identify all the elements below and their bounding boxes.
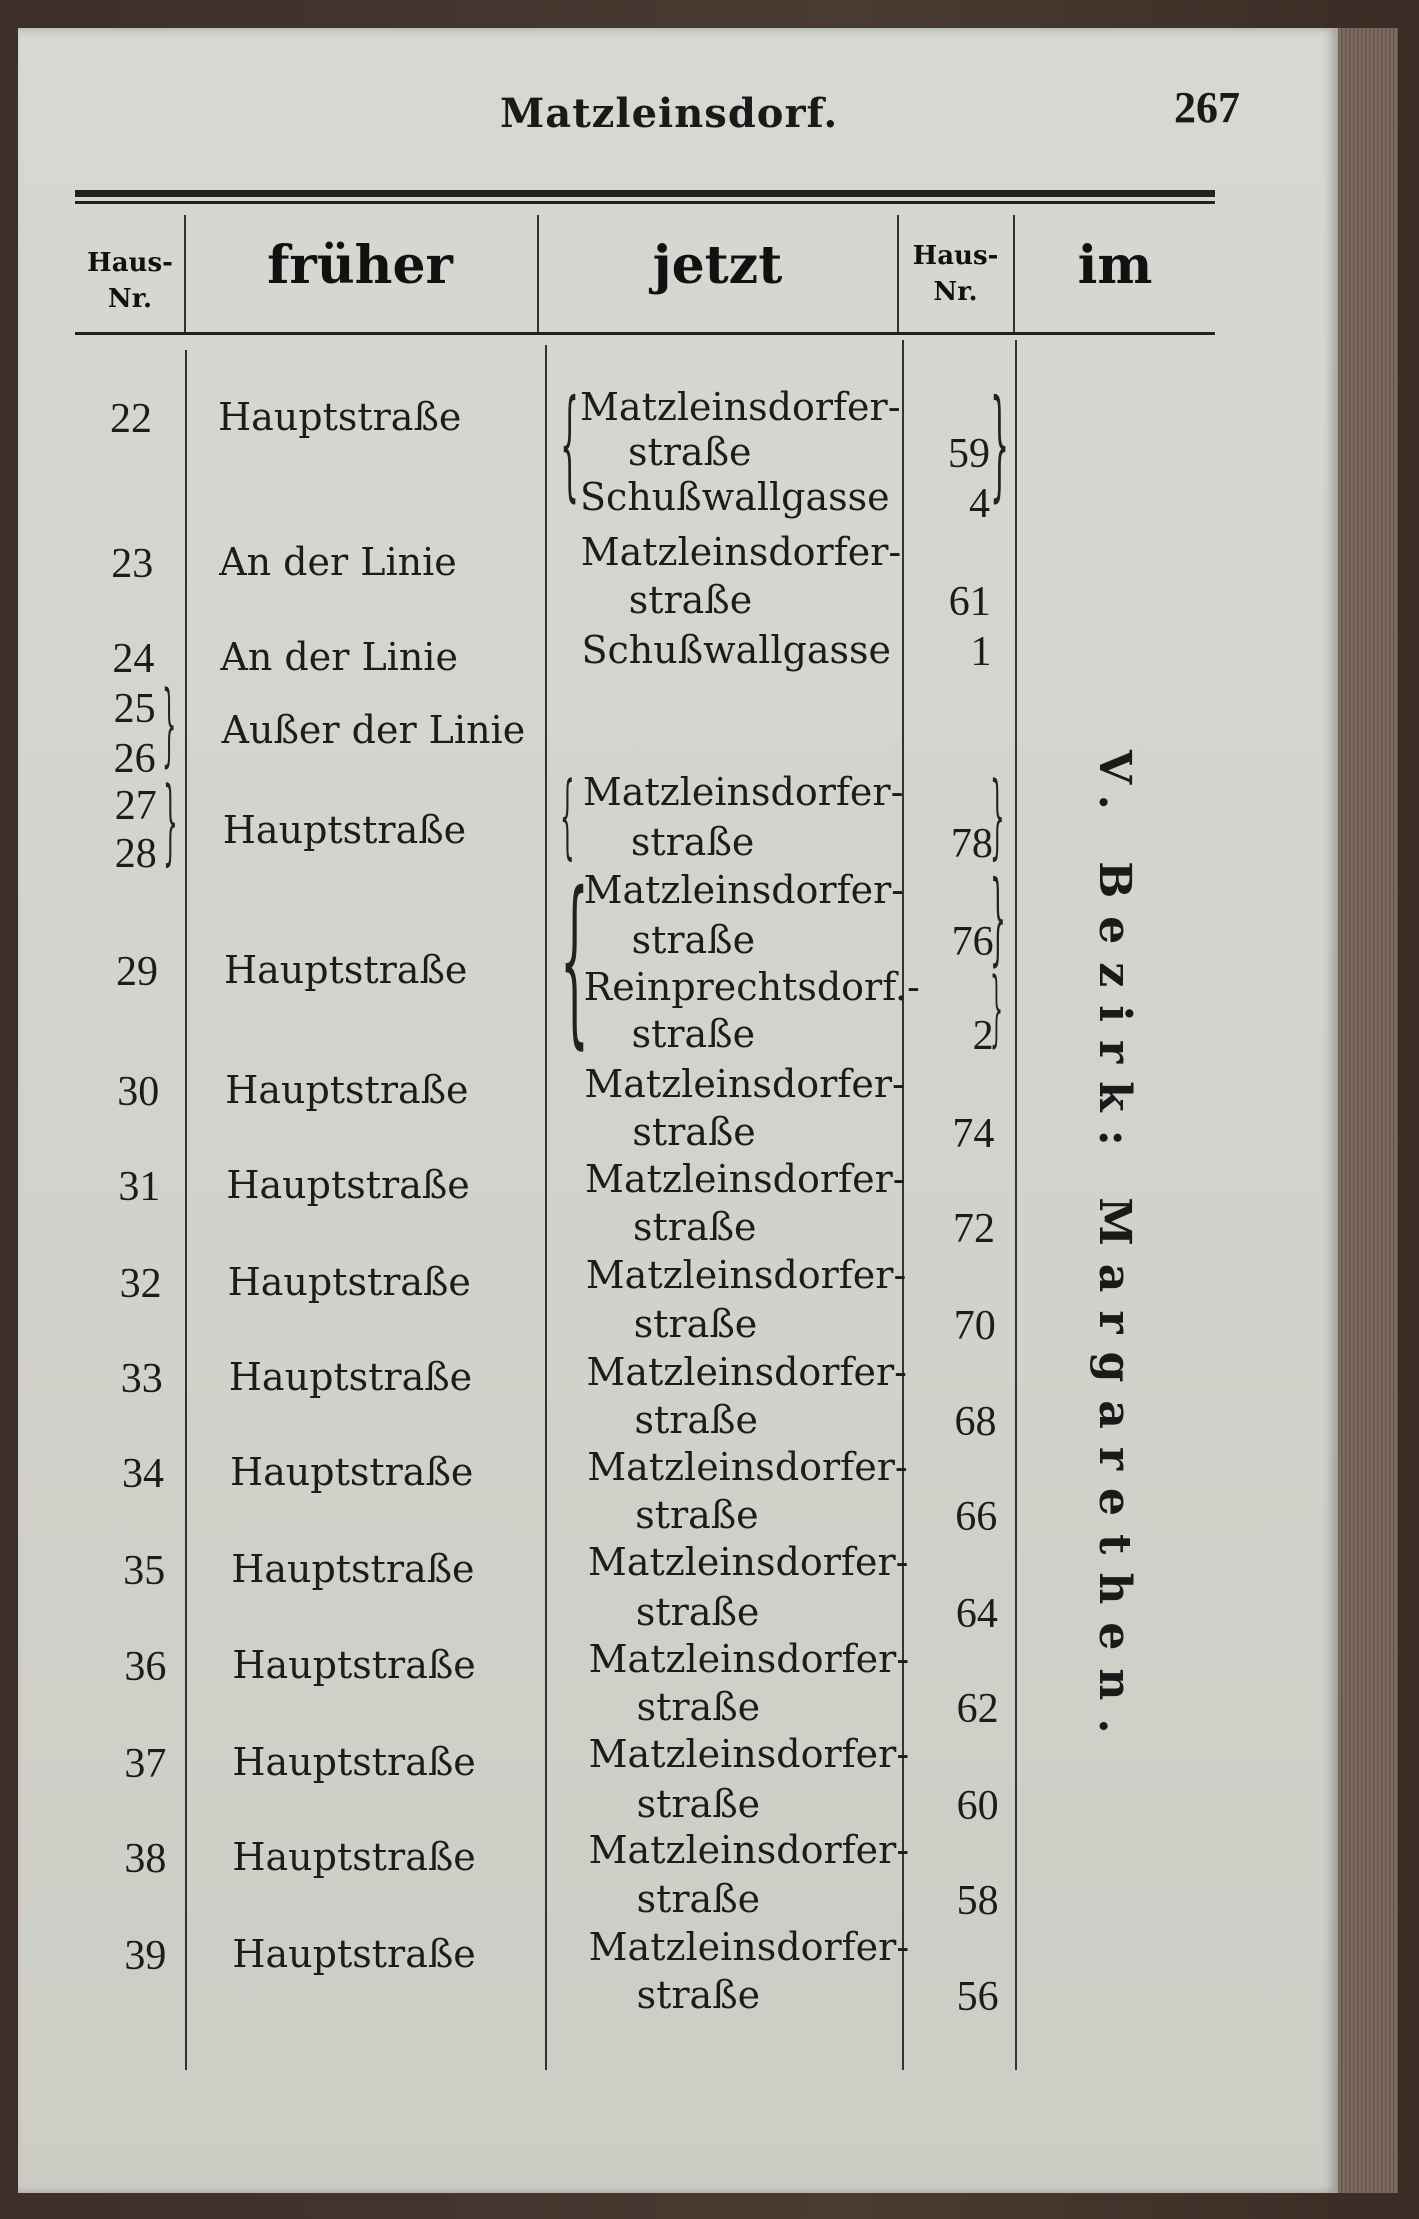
header-sep-1 bbox=[184, 215, 186, 332]
row-jetzt-street: Matzleinsdorfer- bbox=[584, 1062, 905, 1106]
row-jetzt-street: Matzleinsdorfer- bbox=[587, 1540, 909, 1584]
header-sep-3 bbox=[897, 215, 899, 332]
page-number: 267 bbox=[1174, 83, 1240, 132]
row-jetzt-street: straße bbox=[633, 1302, 758, 1346]
row-haus-nr-second: 28 bbox=[114, 831, 157, 877]
row-haus-nr: 34 bbox=[122, 1451, 164, 1497]
header-im: im bbox=[1077, 235, 1153, 296]
row-frueher-street: Hauptstraße bbox=[228, 1355, 473, 1399]
row-nr-brace: } bbox=[162, 767, 178, 875]
row-jetzt-haus-nr: 56 bbox=[956, 1974, 999, 2020]
row-jetzt-street: Reinprechtsdorf.- bbox=[583, 965, 920, 1009]
row-frueher-street: Hauptstraße bbox=[224, 948, 468, 992]
row-jetzt-brace: { bbox=[560, 375, 580, 514]
row-haus-nr-second: 26 bbox=[113, 736, 156, 782]
row-jetzt-street: Matzleinsdorfer- bbox=[588, 1828, 910, 1872]
row-frueher-street: Außer der Linie bbox=[221, 708, 526, 752]
row-haus-nr: 25 bbox=[113, 686, 156, 732]
row-frueher-street: Hauptstraße bbox=[232, 1932, 476, 1976]
row-haus-brace: } bbox=[990, 859, 1006, 976]
row-jetzt-street: Matzleinsdorfer- bbox=[588, 1732, 910, 1776]
row-jetzt-haus-nr: 68 bbox=[954, 1399, 997, 1445]
row-jetzt-haus-nr: 66 bbox=[955, 1494, 998, 1540]
row-jetzt-haus-nr: 70 bbox=[953, 1303, 996, 1349]
header-bottom-rule bbox=[75, 332, 1215, 335]
row-haus-nr: 32 bbox=[119, 1261, 162, 1307]
row-haus-nr: 30 bbox=[117, 1069, 160, 1115]
row-haus-brace-second: } bbox=[990, 961, 1004, 1056]
row-jetzt-haus-nr: 78 bbox=[950, 821, 993, 867]
row-jetzt-haus-nr: 60 bbox=[956, 1783, 999, 1829]
row-jetzt-street: Matzleinsdorfer- bbox=[588, 1637, 910, 1681]
row-jetzt-brace: { bbox=[560, 762, 575, 869]
row-frueher-street: Hauptstraße bbox=[232, 1835, 476, 1879]
row-jetzt-street: straße bbox=[636, 1973, 761, 2017]
row-haus-nr: 22 bbox=[110, 396, 152, 442]
row-haus-nr: 37 bbox=[124, 1741, 167, 1787]
row-haus-brace: } bbox=[990, 762, 1005, 869]
row-jetzt-street: straße bbox=[631, 918, 756, 962]
row-jetzt-haus-nr: 64 bbox=[955, 1591, 998, 1637]
row-jetzt-street: straße bbox=[628, 430, 752, 474]
row-frueher-street: Hauptstraße bbox=[232, 1643, 476, 1687]
row-jetzt-street: straße bbox=[632, 1110, 756, 1154]
row-frueher-street: Hauptstraße bbox=[227, 1260, 471, 1304]
district-vertical-label bbox=[1080, 750, 1160, 1752]
row-jetzt-street: straße bbox=[635, 1493, 759, 1537]
row-jetzt-street: Matzleinsdorfer- bbox=[588, 1925, 910, 1969]
row-jetzt-haus-nr: 2 bbox=[972, 1013, 994, 1059]
row-haus-nr: 24 bbox=[112, 636, 155, 682]
top-rule-thick bbox=[75, 190, 1215, 197]
row-haus-nr: 35 bbox=[123, 1548, 166, 1594]
row-jetzt-street: straße bbox=[633, 1205, 757, 1249]
row-haus-nr: 33 bbox=[120, 1356, 163, 1402]
row-jetzt-street: Schußwallgasse bbox=[581, 628, 892, 672]
header-sep-2 bbox=[537, 215, 539, 332]
row-jetzt-street: Matzleinsdorfer- bbox=[587, 1445, 908, 1489]
row-jetzt-haus-nr: 1 bbox=[970, 629, 992, 675]
row-frueher-street: Hauptstraße bbox=[232, 1740, 476, 1784]
row-jetzt-street: Matzleinsdorfer- bbox=[585, 1157, 906, 1201]
page-edge bbox=[1338, 28, 1398, 2193]
row-jetzt-street: straße bbox=[636, 1877, 761, 1921]
row-jetzt-street: Matzleinsdorfer- bbox=[580, 385, 901, 429]
row-frueher-street: Hauptstraße bbox=[218, 395, 462, 439]
row-jetzt-brace: { bbox=[560, 853, 589, 1065]
row-haus-nr: 31 bbox=[118, 1164, 161, 1210]
row-frueher-street: An der Linie bbox=[220, 635, 458, 679]
row-jetzt-haus-nr: 72 bbox=[953, 1206, 996, 1252]
row-haus-nr: 27 bbox=[114, 783, 157, 829]
row-jetzt-street: Matzleinsdorfer- bbox=[586, 1350, 908, 1394]
row-jetzt-street: Matzleinsdorfer- bbox=[585, 1253, 907, 1297]
row-haus-brace: } bbox=[990, 375, 1010, 514]
header-haus-nr-left: Haus- Nr. bbox=[87, 248, 173, 314]
row-jetzt-street: Schußwallgasse bbox=[580, 475, 890, 519]
row-jetzt-street: straße bbox=[636, 1782, 761, 1826]
row-jetzt-street: Matzleinsdorfer- bbox=[582, 770, 904, 814]
row-haus-nr: 38 bbox=[124, 1836, 167, 1882]
row-jetzt-haus-nr: 61 bbox=[948, 579, 991, 625]
row-frueher-street: Hauptstraße bbox=[230, 1450, 474, 1494]
row-jetzt-haus-nr: 74 bbox=[952, 1111, 995, 1157]
row-jetzt-street: straße bbox=[636, 1685, 761, 1729]
row-haus-nr: 23 bbox=[111, 541, 154, 587]
running-head: Matzleinsdorf. bbox=[500, 90, 839, 137]
row-frueher-street: Hauptstraße bbox=[226, 1163, 470, 1207]
top-rule-thin bbox=[75, 201, 1215, 204]
row-jetzt-street: straße bbox=[635, 1590, 760, 1634]
header-frueher: früher bbox=[267, 235, 453, 296]
row-jetzt-haus-nr: 76 bbox=[951, 919, 994, 965]
row-haus-nr: 39 bbox=[124, 1933, 167, 1979]
row-jetzt-street: Matzleinsdorfer- bbox=[580, 530, 902, 574]
row-frueher-street: Hauptstraße bbox=[225, 1068, 469, 1112]
body-col-line-1 bbox=[185, 350, 187, 2070]
body-col-line-3 bbox=[902, 340, 904, 2070]
row-nr-brace: } bbox=[161, 672, 176, 777]
row-jetzt-street: straße bbox=[634, 1398, 758, 1442]
header-haus-nr-right: Haus- Nr. bbox=[912, 241, 999, 307]
row-haus-nr: 36 bbox=[124, 1644, 167, 1690]
row-jetzt-street: straße bbox=[631, 1012, 756, 1056]
row-frueher-street: Hauptstraße bbox=[231, 1547, 475, 1591]
row-jetzt-street: straße bbox=[628, 578, 753, 622]
body-col-line-4 bbox=[1015, 340, 1017, 2070]
header-sep-4 bbox=[1013, 215, 1015, 332]
row-jetzt-street: straße bbox=[630, 820, 755, 864]
row-frueher-street: Hauptstraße bbox=[222, 808, 467, 852]
row-frueher-street: An der Linie bbox=[219, 540, 457, 584]
row-jetzt-haus-nr: 4 bbox=[969, 481, 990, 527]
row-jetzt-haus-nr: 59 bbox=[948, 431, 990, 477]
body-col-line-2 bbox=[545, 345, 547, 2070]
district-label-text: V. Bezirk: Margarethen. bbox=[1089, 750, 1140, 1752]
row-jetzt-street: Matzleinsdorfer- bbox=[583, 868, 905, 912]
row-haus-nr: 29 bbox=[116, 949, 158, 995]
header-jetzt: jetzt bbox=[652, 235, 783, 296]
row-jetzt-haus-nr: 62 bbox=[956, 1686, 999, 1732]
row-jetzt-haus-nr: 58 bbox=[956, 1878, 999, 1924]
